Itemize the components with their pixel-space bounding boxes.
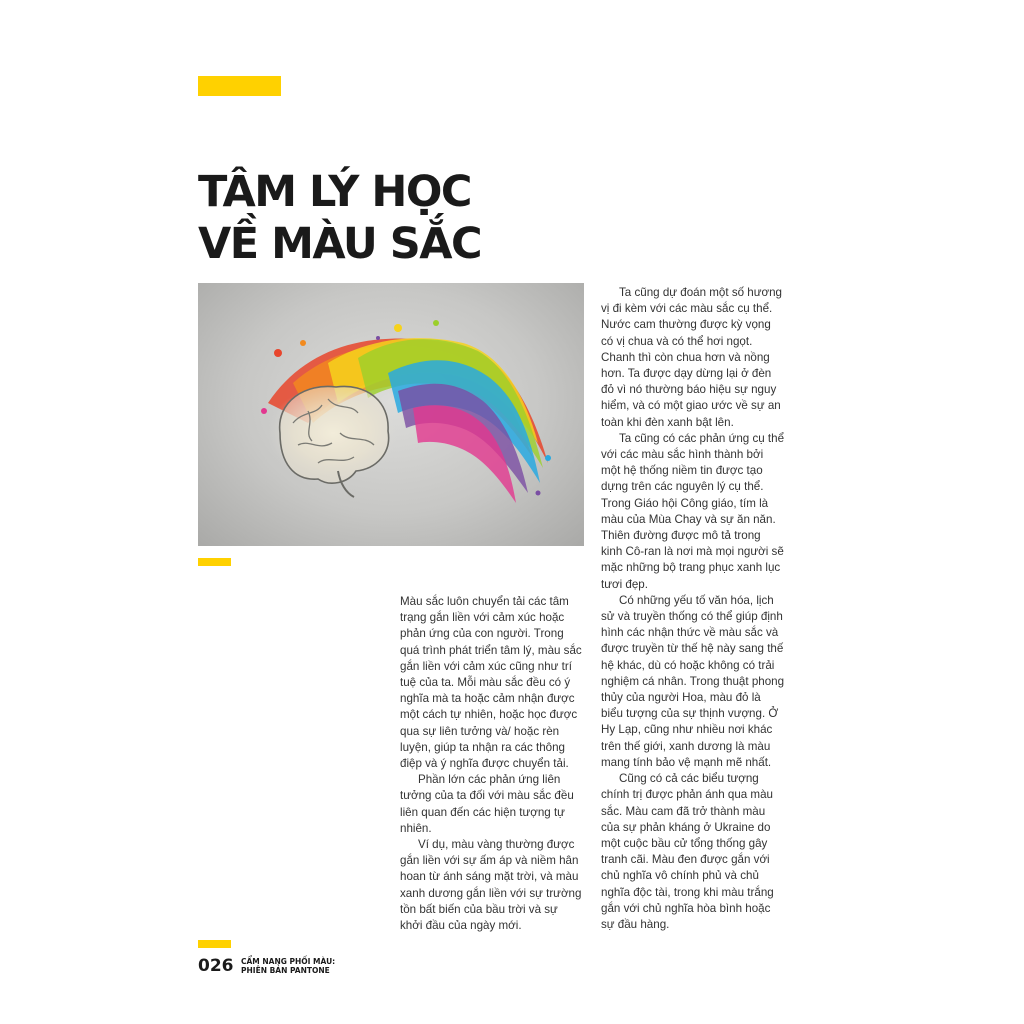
paragraph: Ta cũng có các phản ứng cụ thể với các màu sắc hình thành bởi một hệ thống niềm tin được tạo dựng trên các nguyên lý cụ thể. Trong Giáo hội Công giáo, tím là màu của Mùa Chay và sự ăn năn. Thiên đường được mô tả trong kinh Cô-ran là nơi mà mọi người sẽ mặc những bộ trang phục xanh lục tươi đẹp. bbox=[601, 431, 785, 591]
paragraph: Có những yếu tố văn hóa, lịch sử và truyền thống có thể giúp định hình các nhận thức về màu sắc và được truyền từ thế hệ này sang thế hệ khác, dù có hoặc không có trải nghiệm cá nhân. Trong thuật phong thủy của người Hoa, màu đỏ là biểu tượng của sự thịnh vượng. Ở Hy Lạp, cũng như nhiều nơi khác trên thế giới, xanh dương là màu mang tính bảo vệ mạnh mẽ nhất. bbox=[601, 593, 785, 769]
running-footer-title bbox=[241, 957, 361, 975]
page-title bbox=[198, 166, 481, 270]
footer-title-line-1: CẨM NANG PHỐI MÀU: bbox=[241, 957, 336, 966]
title-line-1: TÂM LÝ HỌC bbox=[198, 167, 471, 217]
brain-paint-splash-image bbox=[198, 283, 584, 546]
accent-bar-footer bbox=[198, 940, 231, 948]
paragraph: Màu sắc luôn chuyển tải các tâm trạng gắn liền với cảm xúc hoặc phản ứng của con người. Trong quá trình phát triển tâm lý, màu sắc gắn liền với cảm xúc cũng như trí tuệ của ta. Mỗi màu sắc đều có ý nghĩa mà ta hoặc cảm nhận được một cách tự nhiên, hoặc học được qua sự liên tưởng và/ hoặc rèn luyện, giúp ta nhận ra các thông điệp và ý nghĩa được chuyển tải. bbox=[400, 595, 582, 771]
paragraph: Cũng có cả các biểu tượng chính trị được phản ánh qua màu sắc. Màu cam đã trở thành màu của sự phản kháng ở Ukraine do một cuộc bầu cử tổng thống gây tranh cãi. Màu đen được gắn với chủ nghĩa vô chính phủ và chủ nghĩa độc tài, trong khi màu trắng gắn với chủ nghĩa hòa bình hoặc sự đầu hàng. bbox=[601, 772, 774, 931]
body-column-right bbox=[601, 285, 785, 933]
accent-bar-middle bbox=[198, 558, 231, 566]
accent-bar-top bbox=[198, 76, 281, 96]
paragraph: Ta cũng dự đoán một số hương vị đi kèm với các màu sắc cụ thể. Nước cam thường được kỳ vọng có vị chua và có thể hơi ngọt. Chanh thì còn chua hơn và nồng hơn. Ta được dạy dừng lại ở đèn đỏ vì nó thường báo hiệu sự nguy hiểm, và có một giao ước về sự an toàn khi đèn xanh bật lên. bbox=[601, 286, 782, 429]
title-line-2: VỀ MÀU SẮC bbox=[198, 219, 482, 269]
page-number: 026 bbox=[198, 956, 234, 976]
footer-title-line-2: PHIÊN BẢN PANTONE bbox=[241, 966, 330, 975]
body-column-left bbox=[400, 594, 583, 934]
paragraph: Phần lớn các phản ứng liên tưởng của ta đối với màu sắc đều liên quan đến các hiện tượng tự nhiên. bbox=[400, 773, 574, 835]
paragraph: Ví dụ, màu vàng thường được gắn liền với sự ấm áp và niềm hân hoan từ ánh sáng mặt trời, và màu xanh dương gắn liền với sự trường tồn bất biến của bầu trời và sự khởi đầu của ngày mới. bbox=[400, 838, 582, 933]
